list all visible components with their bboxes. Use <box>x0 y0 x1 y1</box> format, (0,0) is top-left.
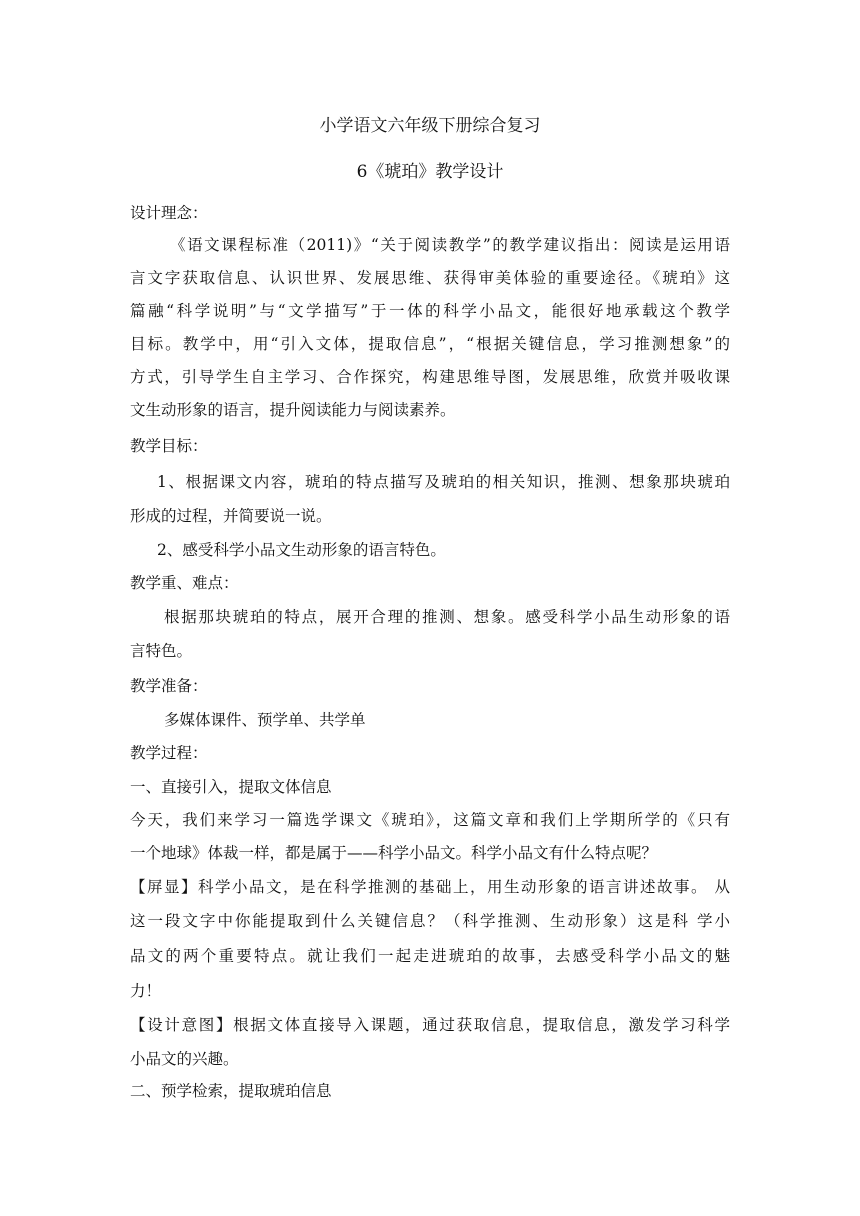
document-subtitle: 6《琥珀》教学设计 <box>356 162 504 182</box>
paragraph-line: 目标。教学中，用“引入文体，提取信息”，“根据关键信息，学习推测想象”的 <box>130 335 730 353</box>
paragraph-line: 形成的过程，并简要说一说。 <box>130 507 332 525</box>
paragraph-line: 品文的两个重要特点。就让我们一起走进琥珀的故事，去感受科学小品文的魅 <box>130 947 730 965</box>
subsection-heading: 二、预学检索，提取琥珀信息 <box>130 1082 332 1100</box>
paragraph-line: 篇融“科学说明”与“文学描写”于一体的科学小品文，能很好地承载这个教学 <box>130 302 730 320</box>
paragraph-line: 【设计意图】根据文体直接导入课题，通过获取信息，提取信息，激发学习科学 <box>130 1016 730 1034</box>
paragraph-line: 方式，引导学生自主学习、合作探究，构建思维导图，发展思维，欣赏并吸收课 <box>130 368 730 386</box>
section-heading-key-points: 教学重、难点： <box>130 574 239 592</box>
paragraph-line: 这一段文字中你能提取到什么关键信息？（科学推测、生动形象）这是科 学小 <box>130 912 730 930</box>
paragraph-line: 一个地球》体裁一样，都是属于——科学小品文。科学小品文有什么特点呢？ <box>130 844 658 862</box>
paragraph-line: 根据那块琥珀的特点，展开合理的推测、想象。感受科学小品生动形象的语 <box>164 608 730 626</box>
paragraph-line: 言特色。 <box>130 642 193 660</box>
subsection-heading: 一、直接引入，提取文体信息 <box>130 778 332 796</box>
paragraph-line: 1、根据课文内容，琥珀的特点描写及琥珀的相关知识，推测、想象那块琥珀 <box>157 473 730 491</box>
section-heading-teaching-goals: 教学目标： <box>130 437 208 455</box>
paragraph-line: 文生动形象的语言，提升阅读能力与阅读素养。 <box>130 401 456 419</box>
paragraph-line: 小品文的兴趣。 <box>130 1050 239 1068</box>
paragraph-line: 2、感受科学小品文生动形象的语言特色。 <box>157 541 446 559</box>
section-heading-design-concept: 设计理念： <box>130 204 208 222</box>
paragraph-line: 【屏显】科学小品文，是在科学推测的基础上，用生动形象的语言讲述故事。 从 <box>130 878 730 896</box>
paragraph-line: 《语文课程标准（2011)》“关于阅读教学”的教学建议指出：阅读是运用语 <box>170 236 730 254</box>
paragraph-line: 言文字获取信息、认识世界、发展思维、获得审美体验的重要途径。《琥珀》这 <box>130 269 730 287</box>
section-heading-preparation: 教学准备： <box>130 677 208 695</box>
document-title: 小学语文六年级下册综合复习 <box>319 116 541 136</box>
paragraph-line: 多媒体课件、预学单、共学单 <box>164 711 366 729</box>
section-heading-teaching-process: 教学过程： <box>130 744 208 762</box>
paragraph-line: 力！ <box>130 982 162 1000</box>
paragraph-line: 今天，我们来学习一篇选学课文《琥珀》，这篇文章和我们上学期所学的《只有 <box>130 811 730 829</box>
